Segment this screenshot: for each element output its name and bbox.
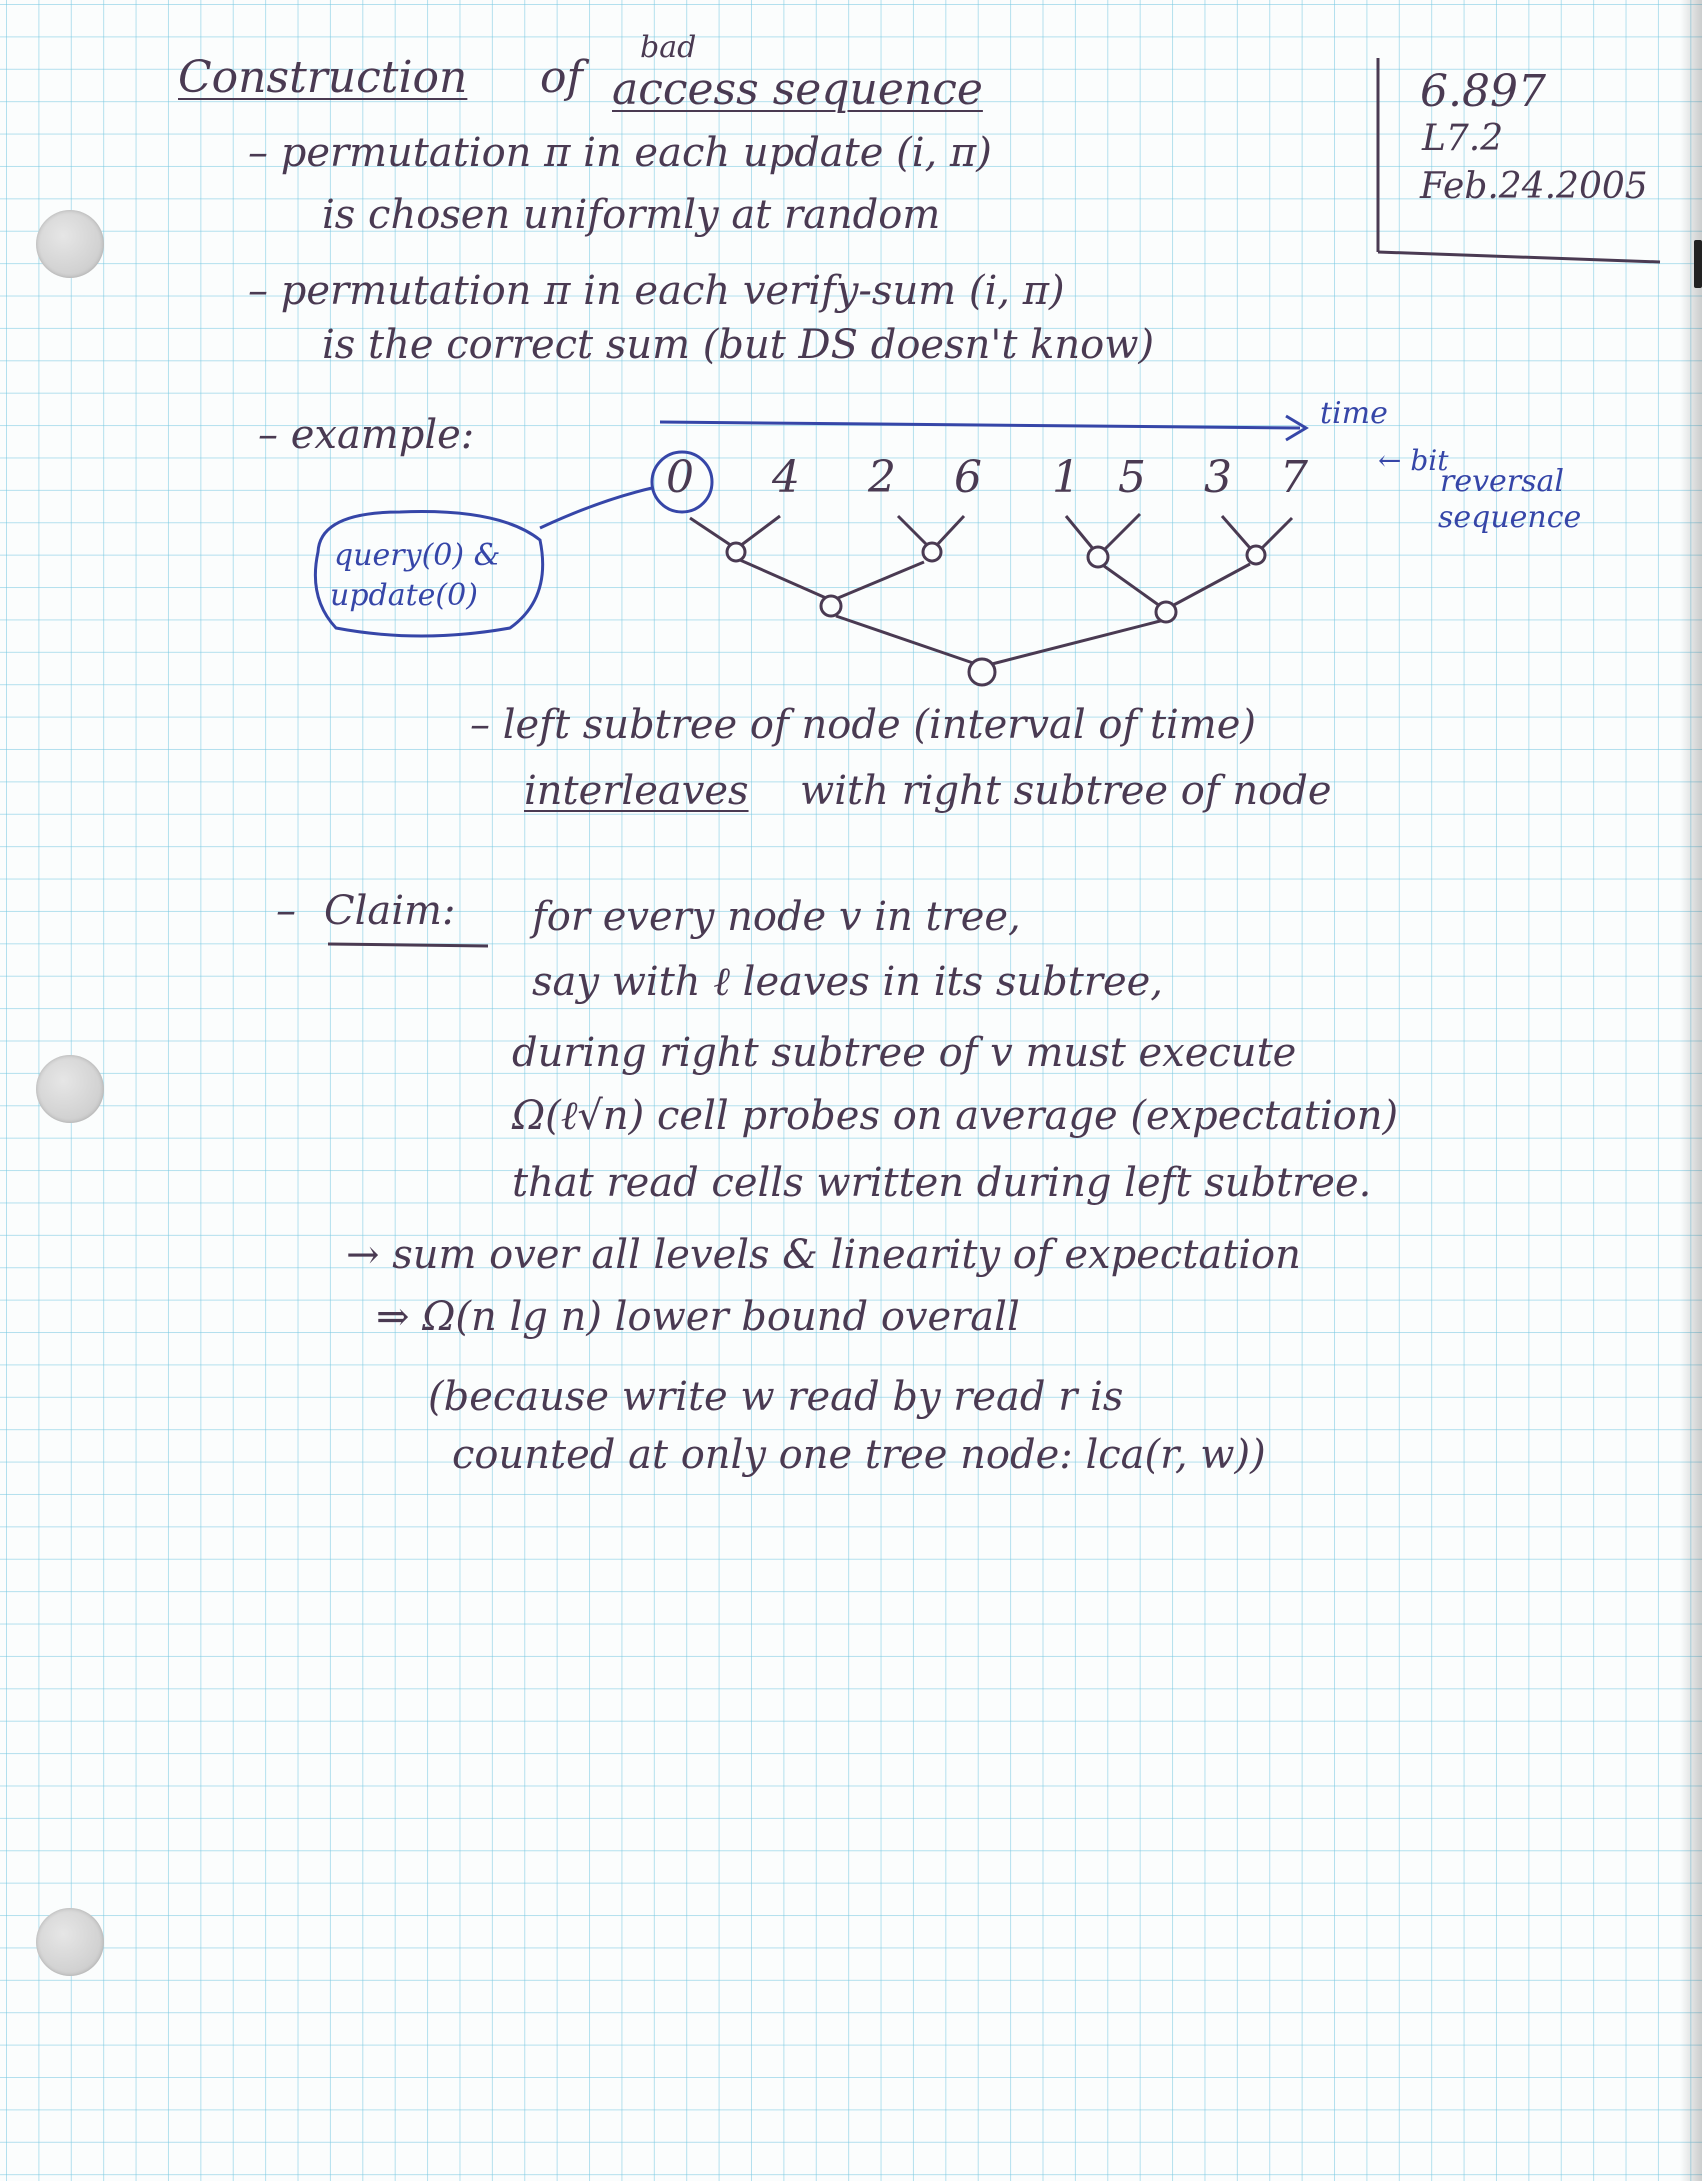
because-line1: (because write w read by read r is	[428, 1374, 1124, 1420]
sequence-label: sequence	[1438, 500, 1582, 535]
lecture-date: Feb.24.2005	[1420, 166, 1648, 207]
claim-line5: that read cells written during left subtree.	[512, 1160, 1372, 1206]
reversal-label: reversal	[1440, 464, 1565, 499]
callout-query: query(0) &	[334, 538, 501, 573]
left-subtree-line2: with right subtree of node	[800, 768, 1332, 814]
sum-line2: ⇒ Ω(n lg n) lower bound overall	[376, 1294, 1020, 1340]
bit-label: ← bit	[1378, 444, 1449, 477]
leaf-label: 4	[772, 452, 800, 503]
title-word-construction: Construction	[178, 52, 468, 103]
course-number: 6.897	[1420, 66, 1546, 117]
leaf-label: 3	[1204, 452, 1232, 503]
leaf-label: 7	[1280, 452, 1308, 503]
interleaves-word: interleaves	[524, 768, 749, 814]
bullet-update-line1: – permutation π in each update (i, π)	[248, 130, 992, 176]
title-access-sequence: access sequence	[612, 64, 983, 115]
lecture-number: L7.2	[1422, 118, 1504, 159]
claim-line2: say with ℓ leaves in its subtree,	[532, 959, 1163, 1005]
leaf-label: 0	[666, 452, 694, 503]
time-label: time	[1320, 396, 1388, 431]
example-label: – example:	[258, 412, 475, 458]
title-word-of: of	[540, 52, 583, 103]
leaf-label: 6	[954, 452, 982, 503]
title-insert-bad: bad	[640, 30, 697, 65]
left-subtree-line1: – left subtree of node (interval of time)	[470, 702, 1257, 748]
claim-line1: for every node v in tree,	[532, 894, 1021, 940]
claim-line4: Ω(ℓ√n) cell probes on average (expectation)	[512, 1093, 1399, 1139]
claim-line3: during right subtree of v must execute	[512, 1030, 1297, 1076]
leaf-label: 5	[1118, 452, 1146, 503]
because-line2: counted at only one tree node: lca(r, w))	[452, 1432, 1266, 1478]
callout-update: update(0)	[330, 578, 478, 613]
bullet-update-line2: is chosen uniformly at random	[322, 192, 941, 238]
leaf-label: 1	[1052, 452, 1080, 503]
bullet-verify-line1: – permutation π in each verify-sum (i, π)	[248, 268, 1065, 314]
leaf-label: 2	[868, 452, 896, 503]
bullet-verify-line2: is the correct sum (but DS doesn't know)	[322, 322, 1155, 368]
claim-label: Claim:	[324, 888, 456, 934]
claim-dash: –	[276, 888, 296, 934]
sum-line1: → sum over all levels & linearity of expectation	[346, 1232, 1301, 1278]
